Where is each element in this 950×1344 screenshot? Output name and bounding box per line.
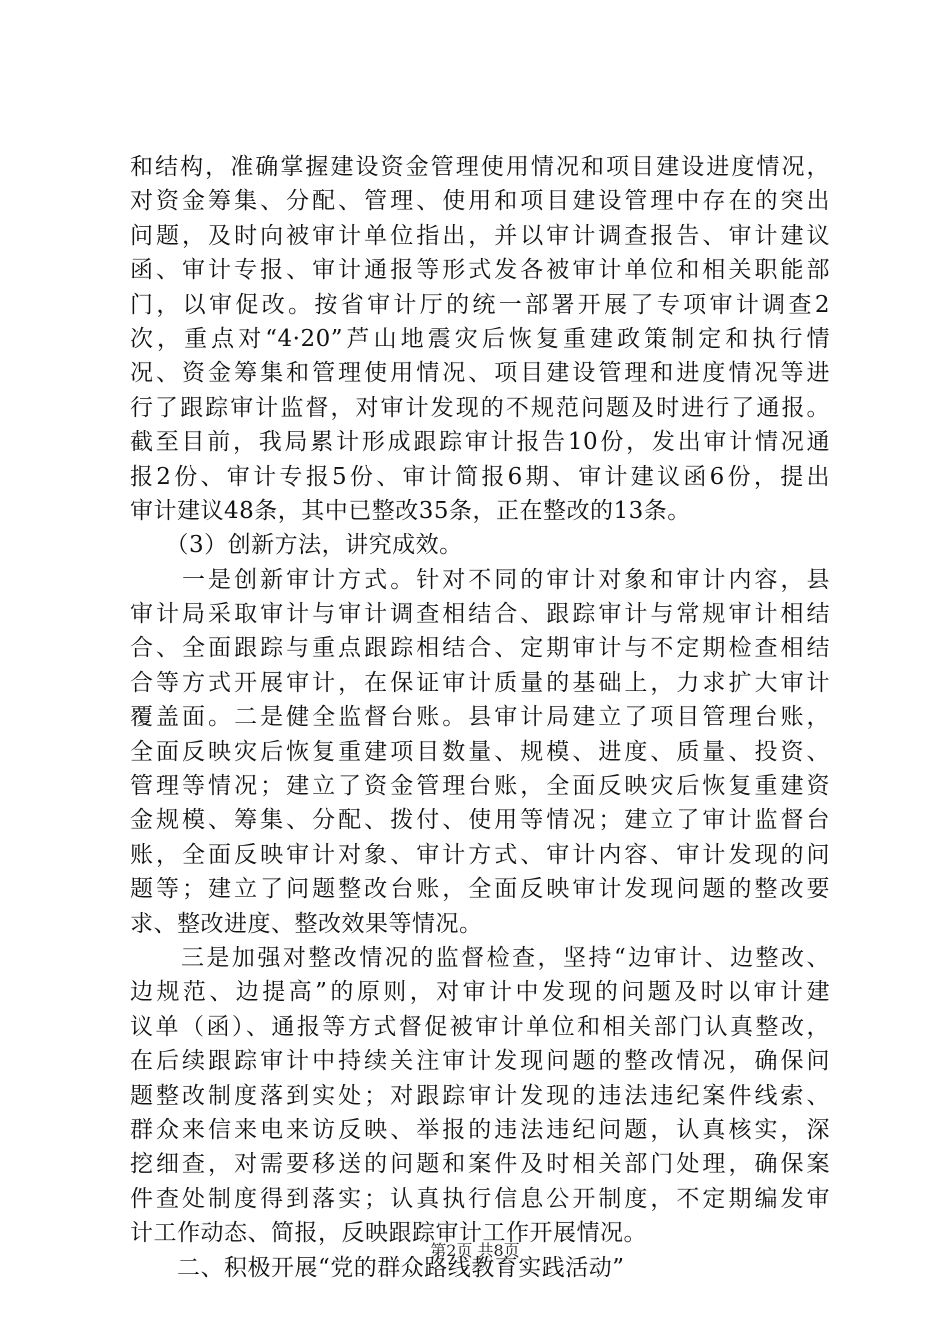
text-line: 挖细查，对需要移送的问题和案件及时相关部门处理，确保案 — [130, 1151, 830, 1178]
text-line: 次，重点对“4·20”芦山地震灾后恢复重建政策制定和执行情 — [130, 325, 830, 352]
text-line: 对资金筹集、分配、管理、使用和项目建设管理中存在的突出 — [130, 188, 830, 215]
text-line: 在后续跟踪审计中持续关注审计发现问题的整改情况，确保问 — [130, 1048, 830, 1075]
text-line: 议单（函）、通报等方式督促被审计单位和相关部门认真整改， — [130, 1013, 830, 1040]
text-line: 行了跟踪审计监督，对审计发现的不规范问题及时进行了通报。 — [130, 394, 830, 421]
section-heading: （3）创新方法，讲究成效。 — [130, 532, 463, 559]
text-line: 覆盖面。二是健全监督台账。县审计局建立了项目管理台账， — [130, 704, 830, 731]
text-line: 合等方式开展审计，在保证审计质量的基础上，力求扩大审计 — [130, 669, 830, 696]
text-line: 报2份、审计专报5份、审计简报6期、审计建议函6份，提出 — [130, 463, 830, 490]
text-line: 件查处制度得到落实；认真执行信息公开制度，不定期编发审 — [130, 1185, 830, 1212]
text-line: 截至目前，我局累计形成跟踪审计报告10份，发出审计情况通 — [130, 429, 830, 456]
text-line: 题等；建立了问题整改台账，全面反映审计发现问题的整改要 — [130, 876, 830, 903]
text-line: 况、资金筹集和管理使用情况、项目建设管理和进度情况等进 — [130, 360, 830, 387]
text-line: 题整改制度落到实处；对跟踪审计发现的违法违纪案件线索、 — [130, 1082, 830, 1109]
text-line: 金规模、筹集、分配、拨付、使用等情况；建立了审计监督台 — [130, 807, 830, 834]
text-line: 函、审计专报、审计通报等形式发各被审计单位和相关职能部 — [130, 257, 830, 284]
text-line: 求、整改进度、整改效果等情况。 — [130, 910, 483, 937]
body-text — [130, 150, 830, 1285]
text-line: 审计局采取审计与审计调查相结合、跟踪审计与常规审计相结 — [130, 601, 830, 628]
text-line: 三是加强对整改情况的监督检查，坚持“边审计、边整改、 — [130, 944, 830, 971]
text-line: 群众来信来电来访反映、举报的违法违纪问题，认真核实，深 — [130, 1116, 830, 1143]
text-line: 全面反映灾后恢复重建项目数量、规模、进度、质量、投资、 — [130, 738, 830, 765]
page-footer: 第2页 共8页 — [430, 1241, 520, 1260]
text-line: 一是创新审计方式。针对不同的审计对象和审计内容，县 — [130, 566, 830, 593]
text-line: 审计建议48条，其中已整改35条，正在整改的13条。 — [130, 497, 691, 524]
text-line: 计工作动态、简报，反映跟踪审计工作开展情况。 — [130, 1220, 647, 1247]
text-line: 门，以审促改。按省审计厅的统一部署开展了专项审计调查2 — [130, 291, 830, 318]
text-line: 管理等情况；建立了资金管理台账，全面反映灾后恢复重建资 — [130, 773, 830, 800]
section-heading: 二、积极开展“党的群众路线教育实践活动” — [130, 1254, 625, 1281]
text-line: 边规范、边提高”的原则，对审计中发现的问题及时以审计建 — [130, 979, 830, 1006]
text-line: 账，全面反映审计对象、审计方式、审计内容、审计发现的问 — [130, 841, 830, 868]
text-line: 问题，及时向被审计单位指出，并以审计调查报告、审计建议 — [130, 222, 830, 249]
text-line: 和结构，准确掌握建设资金管理使用情况和项目建设进度情况， — [130, 154, 830, 180]
text-line: 合、全面跟踪与重点跟踪相结合、定期审计与不定期检查相结 — [130, 635, 830, 662]
